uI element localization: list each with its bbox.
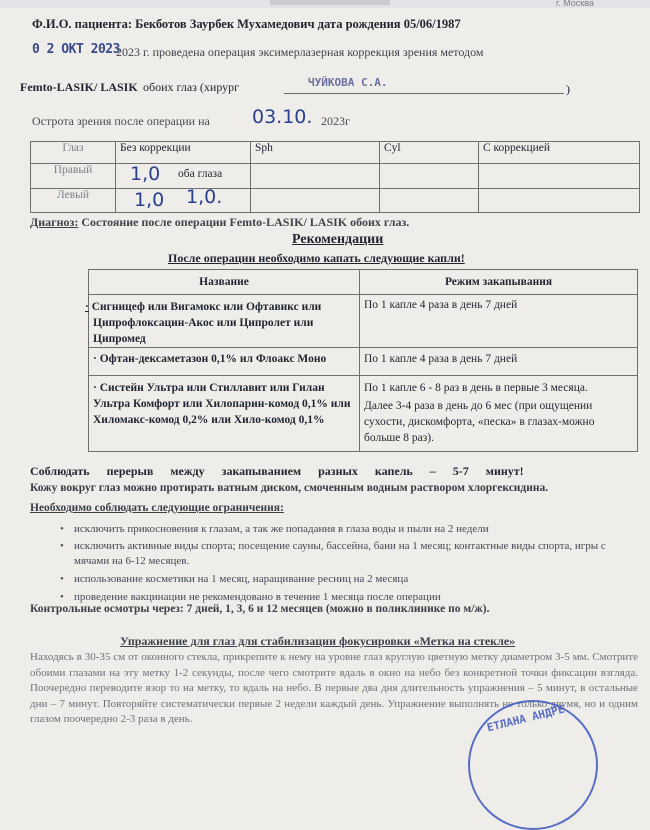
seal-text: ЕТЛАНА АНДРЕ <box>485 702 566 735</box>
top-banner-tab <box>270 0 390 5</box>
col-cyl: Cyl <box>380 142 479 164</box>
eye-name: Правый <box>31 164 116 189</box>
drop-name-text: Сигницеф или Вигамокс или Офтавикс или Ципрофлоксацин-Акос или Ципролет или Ципромед <box>91 301 322 345</box>
patient-line: Ф.И.О. пациента: Бекботов Заурбек Мухамедович дата рождения 05/06/1987 <box>32 17 461 31</box>
drop-name: · Сигницеф или Вигамокс или Офтавикс или Ципрофлоксацин-Акос или Ципролет или Ципромед <box>89 295 360 348</box>
list-item: • исключить прикосновения к глазам, а так же попадания в глаза воды и пыли на 2 недели <box>58 522 636 537</box>
exercise-title: Упражнение для глаз для стабилизации фокусировки «Метка на стекле» <box>120 634 516 648</box>
drops-table <box>85 269 638 452</box>
table-row <box>31 189 640 213</box>
restrictions-list <box>58 522 636 605</box>
recommendations-subtitle: После операции необходимо капать следующие капли! <box>168 251 465 265</box>
acuity-value: 1,0 <box>130 163 161 185</box>
col-sph: Sph <box>251 142 380 164</box>
surgeon-line <box>284 93 564 94</box>
diagnosis-label: Диагноз: <box>30 215 79 229</box>
surgeon-stamp: ЧУЙКОВА С.А. <box>308 76 388 89</box>
checkups-note: Контрольные осмотры через: 7 дней, 1, 3, 6 и 12 месяцев (можно в поликлинике по м/ж). <box>30 603 490 615</box>
table-row <box>31 164 640 189</box>
operation-line-1: 2023 г. проведена операция эксимерлазерная коррекция зрения методом <box>116 45 484 59</box>
operation-date-stamp: 0 2 ОКТ 2023 <box>32 42 120 57</box>
city-label: г. Москва <box>556 0 594 8</box>
acuity-note: оба глаза <box>178 168 223 180</box>
table-row <box>89 295 638 348</box>
acuity-table <box>30 141 640 213</box>
acuity-value: 1,0 <box>134 189 165 211</box>
diagnosis-text: Состояние после операции Femto-LASIK/ LASIK обоих глаз. <box>81 215 410 229</box>
col-drop-name: Название <box>89 270 360 295</box>
drop-mode-text: По 1 капле 6 - 8 раз в день в первые 3 месяца. <box>364 382 588 394</box>
drop-mode <box>360 376 638 452</box>
interval-note: Соблюдать перерыв между закапыванием разных капель – 5-7 минут! <box>30 464 524 478</box>
col-eye: Глаз <box>31 142 116 164</box>
drop-name: · Офтан-дексаметазон 0,1% ил Флоакс Моно <box>89 348 360 376</box>
diagnosis <box>30 215 409 230</box>
surgeon-close-paren: ) <box>566 82 570 96</box>
list-item: • использование косметики на 1 месяц, наращивание ресниц на 2 месяца <box>58 572 636 587</box>
table-row <box>89 348 638 376</box>
acuity-date: 03.10. <box>252 106 313 128</box>
drop-name: · Систейн Ультра или Стиллавит или Гилан Ультра Комфорт или Хилопарин-комод 0,1% или Хиломакс-комод 0,2% или Хило-комод 0,1% <box>89 376 360 452</box>
drop-mode: По 1 капле 4 раза в день 7 дней <box>360 348 638 376</box>
recommendations-title: Рекомендации <box>292 232 384 247</box>
list-item: • проведение вакцинации не рекомендовано в течение 1 месяца после операции <box>58 590 636 605</box>
drop-mode: По 1 капле 4 раза в день 7 дней <box>360 295 638 348</box>
table-row <box>89 376 638 452</box>
restrictions-title: Необходимо соблюдать следующие ограничения: <box>30 502 284 514</box>
col-drop-mode: Режим закапывания <box>360 270 638 295</box>
col-no-correction: Без коррекции <box>116 142 251 164</box>
acuity-label: Острота зрения после операции на <box>32 114 210 128</box>
acuity-year: 2023г <box>321 114 350 128</box>
drop-name-text: Офтан-дексаметазон 0,1% ил Флоакс Моно <box>99 353 327 365</box>
acuity-note: 1,0. <box>186 186 223 208</box>
skin-note: Кожу вокруг глаз можно протирать ватным диском, смоченным водным раствором хлоргексидина. <box>30 482 549 494</box>
col-with-correction: С коррекцией <box>479 142 640 164</box>
exercise-text: Находясь в 30-35 см от оконного стекла, прикрепите к нему на уровне глаз круглую цветную метку диаметром 3-5 мм. Смотрите обоими глазами на эту метку 1-2 секунды, после чего смотрите вдаль в окно на небо без конкретной точки фиксации взгляда. Поочередно переводите взор то на метку, то вдаль на небо. В первые два дня длительность упражнения – 5 минут, в остальные дни – 7 минут. Повторяйте систематически первые 2 недели каждый день. Упражнение выполнять не только двумя, но и одним глазом поочередно 2-3 раза в день. <box>30 651 638 725</box>
acuity-cell <box>116 186 251 213</box>
eye-name: Левый <box>31 189 116 213</box>
operation-line-2: обоих глаз (хирург <box>143 80 240 94</box>
drop-mode-extra: Далее 3-4 раза в день до 6 мес (при ощущении сухости, дискомфорта, «песка» в глазах-можно больше 8 раз). <box>364 400 595 444</box>
acuity-cell <box>116 164 251 189</box>
drop-name-text: Систейн Ультра или Стиллавит или Гилан Ультра Комфорт или Хилопарин-комод 0,1% или Хиломакс-комод 0,2% или Хило-комод 0,1% <box>93 382 351 426</box>
operation-method: Femto-LASIK/ LASIK <box>20 80 138 94</box>
list-item: • исключить активные виды спорта; посещение сауны, бассейна, бани на 1 месяц; контактные виды спорта, игры с мячами на 6-12 месяцев. <box>58 539 636 569</box>
round-seal <box>468 700 598 830</box>
